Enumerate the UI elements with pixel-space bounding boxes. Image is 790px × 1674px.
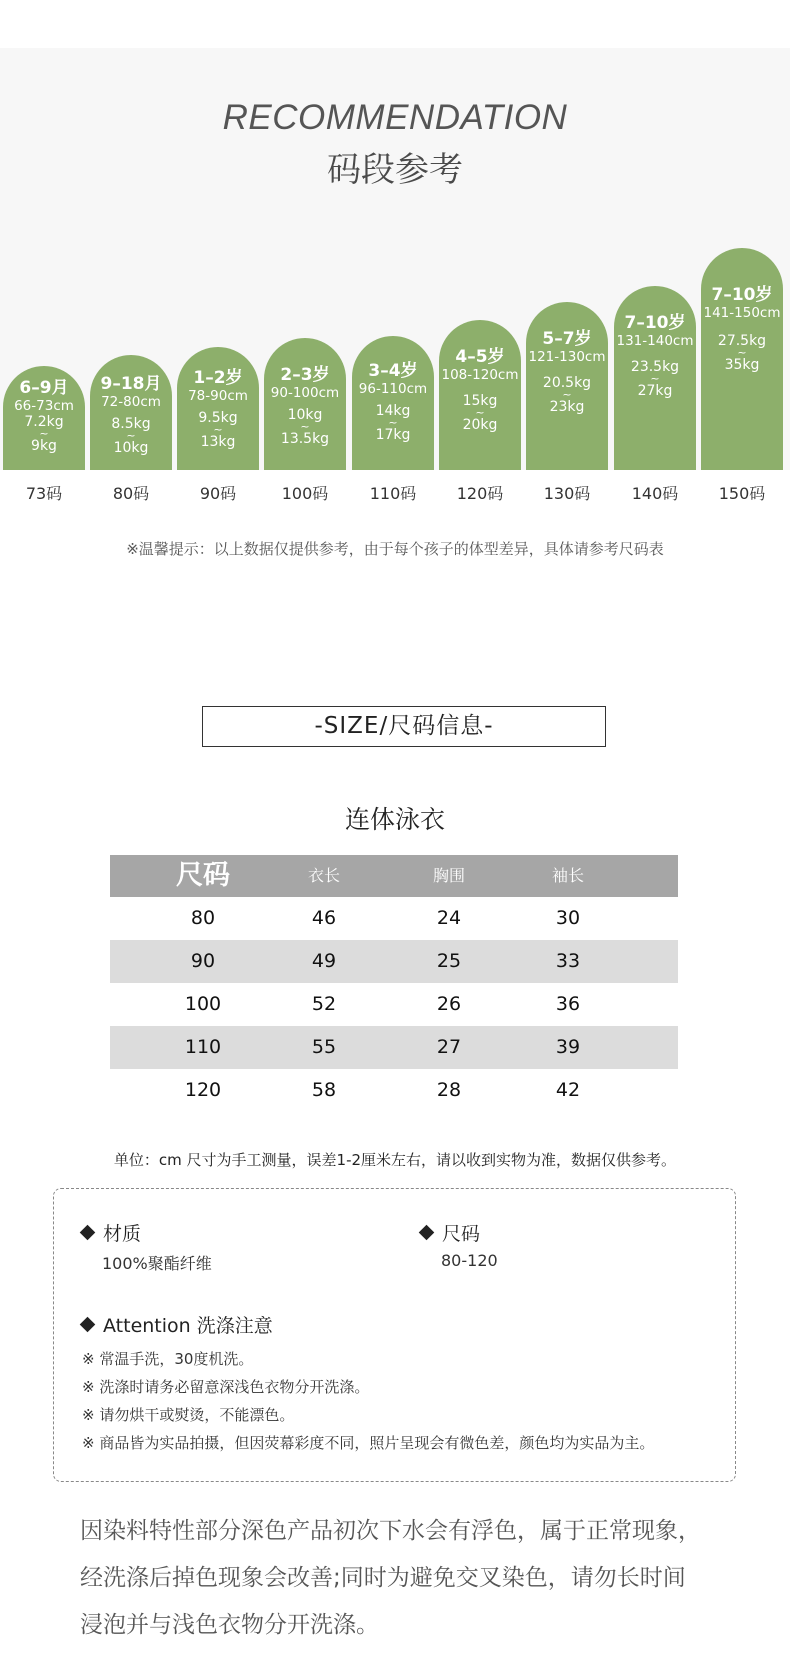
dye-notice-line: 浸泡并与浅色衣物分开洗涤。	[80, 1612, 379, 1638]
table-title: 连体泳衣	[344, 805, 445, 834]
bar-weight-max: 10kg	[113, 440, 149, 456]
size-range-value: 80-120	[441, 1251, 498, 1270]
cell-sleeve: 36	[555, 993, 581, 1015]
size-range-heading	[421, 1219, 480, 1246]
size-label-80: 80码	[112, 484, 150, 503]
dye-notice-line: 因染料特性部分深色产品初次下水会有浮色，属于正常现象，	[80, 1518, 701, 1544]
bar-age: 7–10岁	[624, 313, 686, 333]
bar-weight-max: 23kg	[549, 399, 585, 415]
size-bar-73	[3, 366, 85, 470]
bar-height: 96-110cm	[358, 381, 428, 397]
bar-weight-min: 10kg	[287, 407, 323, 423]
material-value: 100%聚酯纤维	[102, 1254, 212, 1273]
size-label-90: 90码	[199, 484, 237, 503]
bar-tilde: ~	[39, 427, 49, 440]
care-item: ※ 洗涤时请务必留意深浅色衣物分开洗涤。	[82, 1378, 370, 1396]
size-bar-90	[177, 347, 259, 470]
bar-age: 5–7岁	[542, 329, 592, 349]
bar-height: 90-100cm	[270, 385, 340, 401]
bar-height: 141-150cm	[703, 305, 781, 321]
bar-weight-max: 17kg	[375, 427, 411, 443]
size-label-100: 100码	[281, 484, 329, 503]
diamond-bullet-icon	[419, 1225, 435, 1241]
dye-notice	[80, 1508, 740, 1649]
recommendation-title: RECOMMENDATION	[222, 98, 568, 137]
bar-tilde: ~	[475, 406, 485, 419]
size-table	[110, 855, 678, 1112]
bar-age: 3–4岁	[368, 361, 418, 381]
cell-sleeve: 30	[555, 907, 581, 929]
bar-age: 1–2岁	[193, 368, 243, 388]
bar-tilde: ~	[213, 423, 223, 436]
bar-age: 2–3岁	[280, 365, 330, 385]
dye-notice-line: 经洗涤后掉色现象会改善;同时为避免交叉染色，请勿长时间	[80, 1565, 686, 1591]
size-bar-80	[90, 355, 172, 470]
bar-age: 4–5岁	[455, 347, 505, 367]
cell-length: 49	[311, 950, 337, 972]
care-item: ※ 请勿烘干或熨烫，不能漂色。	[82, 1406, 295, 1424]
size-bar-140	[614, 286, 696, 470]
bar-height: 121-130cm	[528, 349, 606, 365]
cell-sleeve: 39	[555, 1036, 581, 1058]
size-info-heading: -SIZE/尺码信息-	[202, 706, 606, 747]
material-heading	[82, 1219, 141, 1246]
table-row	[110, 940, 678, 983]
bar-weight-max: 27kg	[637, 383, 673, 399]
bar-tilde: ~	[562, 388, 572, 401]
cell-chest: 25	[436, 950, 462, 972]
care-item: ※ 商品皆为实品拍摄，但因荧幕彩度不同，照片呈现会有微色差，颜色均为实品为主。	[82, 1434, 655, 1452]
cell-sleeve: 33	[555, 950, 581, 972]
cell-length: 46	[311, 907, 337, 929]
bar-tilde: ~	[737, 346, 747, 359]
header-chest: 胸围	[432, 866, 465, 885]
bar-age: 9–18月	[100, 374, 162, 394]
cell-length: 52	[311, 993, 337, 1015]
bar-weight-min: 14kg	[375, 403, 411, 419]
cell-chest: 24	[436, 907, 462, 929]
size-bar-150	[701, 248, 783, 470]
diamond-bullet-icon	[80, 1317, 96, 1333]
cell-size: 100	[184, 993, 222, 1015]
care-item: ※ 常温手洗，30度机洗。	[82, 1350, 254, 1368]
bar-tilde: ~	[300, 420, 310, 433]
bar-tilde: ~	[126, 429, 136, 442]
material-label: 材质	[103, 1223, 142, 1245]
bar-weight-min: 15kg	[462, 393, 498, 409]
cell-size: 120	[184, 1079, 222, 1101]
cell-size: 80	[190, 907, 216, 929]
bar-weight-min: 20.5kg	[542, 375, 592, 391]
cell-size: 110	[184, 1036, 222, 1058]
size-label-140: 140码	[631, 484, 679, 503]
diamond-bullet-icon	[80, 1225, 96, 1241]
bar-weight-max: 9kg	[31, 438, 57, 454]
bar-weight-max: 13kg	[200, 434, 236, 450]
unit-note: 单位：cm 尺寸为手工测量，误差1-2厘米左右，请以收到实物为准，数据仅供参考。	[113, 1151, 677, 1169]
bar-weight-max: 13.5kg	[280, 431, 330, 447]
bar-weight-min: 8.5kg	[111, 416, 151, 432]
table-row	[110, 983, 678, 1026]
bar-weight-min: 9.5kg	[198, 410, 238, 426]
bar-weight-min: 27.5kg	[717, 333, 767, 349]
cell-length: 55	[311, 1036, 337, 1058]
cell-length: 58	[311, 1079, 337, 1101]
attention-label: Attention 洗涤注意	[103, 1315, 273, 1337]
cell-size: 90	[190, 950, 216, 972]
bar-weight-min: 23.5kg	[630, 359, 680, 375]
recommendation-subtitle: 码段参考	[327, 150, 463, 190]
cell-sleeve: 42	[555, 1079, 581, 1101]
reference-tip: ※温馨提示：以上数据仅提供参考，由于每个孩子的体型差异，具体请参考尺码表	[126, 540, 664, 558]
table-row	[110, 1026, 678, 1069]
bar-weight-max: 35kg	[724, 357, 760, 373]
bar-weight-min: 7.2kg	[24, 414, 64, 430]
size-label-130: 130码	[543, 484, 591, 503]
bar-height: 78-90cm	[188, 388, 248, 404]
size-bar-110	[352, 336, 434, 470]
size-label-110: 110码	[369, 484, 417, 503]
cell-chest: 27	[436, 1036, 462, 1058]
size-label-120: 120码	[456, 484, 504, 503]
bar-height: 131-140cm	[616, 333, 694, 349]
table-row	[110, 1069, 678, 1112]
header-size: 尺码	[176, 860, 230, 891]
attention-heading	[82, 1311, 273, 1338]
size-range-label: 尺码	[442, 1223, 481, 1245]
product-info-box	[53, 1188, 736, 1482]
table-header-row	[110, 855, 678, 897]
table-row	[110, 897, 678, 940]
size-label-73: 73码	[25, 484, 63, 503]
size-bar-130	[526, 302, 608, 470]
header-length: 衣长	[307, 866, 340, 885]
bar-height: 66-73cm	[14, 398, 74, 414]
header-sleeve: 袖长	[551, 866, 584, 885]
size-bar-120	[439, 320, 521, 470]
bar-age: 6–9月	[19, 378, 69, 398]
bar-tilde: ~	[650, 372, 660, 385]
cell-chest: 26	[436, 993, 462, 1015]
size-bar-100	[264, 338, 346, 470]
bar-height: 72-80cm	[101, 394, 161, 410]
bar-age: 7–10岁	[711, 285, 773, 305]
bar-height: 108-120cm	[441, 367, 519, 383]
bar-weight-max: 20kg	[462, 417, 498, 433]
bar-tilde: ~	[388, 416, 398, 429]
size-label-150: 150码	[718, 484, 766, 503]
cell-chest: 28	[436, 1079, 462, 1101]
